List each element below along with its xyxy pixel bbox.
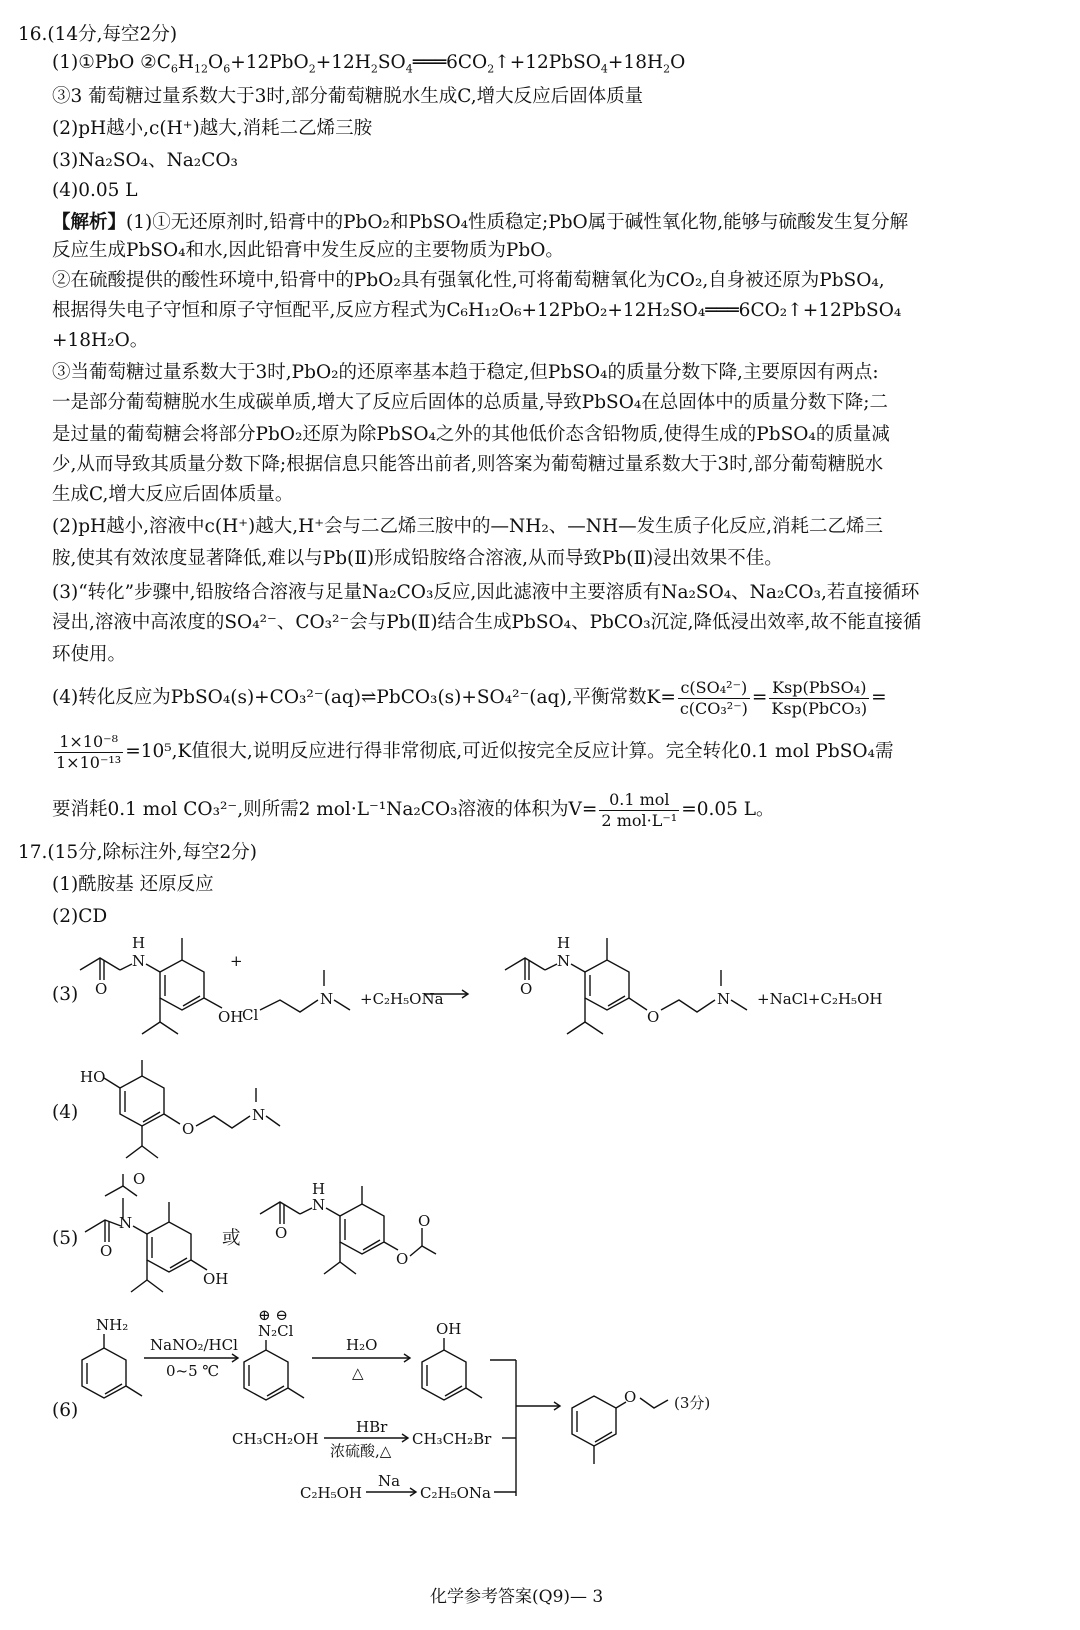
svg-text:H: H (557, 934, 571, 952)
q16-answer-4: (4)0.05 L (52, 180, 138, 201)
synthesis-product-structure (560, 1384, 730, 1474)
svg-text:NH₂: NH₂ (96, 1316, 129, 1334)
svg-text:浓硫酸,△: 浓硫酸,△ (330, 1442, 392, 1460)
svg-text:N: N (557, 952, 571, 970)
q17-answer-6-label: (6) (52, 1400, 79, 1421)
q17-header: 17.(15分,除标注外,每空2分) (18, 842, 257, 863)
q16-header: 16.(14分,每空2分) (18, 24, 178, 45)
svg-text:N: N (132, 952, 146, 970)
q16-analysis-3d: 少,从而导致其质量分数下降;根据信息只能答出前者,则答案为葡萄糖过量系数大于3时,部分葡萄糖脱水 (52, 454, 884, 475)
svg-text:O: O (418, 1212, 431, 1230)
svg-text:O: O (95, 980, 108, 998)
q17-answer-1: (1)酰胺基 还原反应 (52, 874, 214, 895)
page-footer: 化学参考答案(Q9)— 3 (430, 1587, 604, 1607)
svg-text:HO: HO (80, 1068, 106, 1086)
q16-analysis-3c: 是过量的葡萄糖会将部分PbO₂还原为除PbSO₄之外的其他低价态含铅物质,使得生成的PbSO₄的质量减 (52, 424, 890, 445)
q16-analysis-2c: +18H₂O。 (52, 330, 149, 351)
q16-analysis-5a: (3)“转化”步骤中,铅胺络合溶液与足量Na₂CO₃反应,因此滤液中主要溶质有Na₂SO₄、Na₂CO₃,若直接循环 (52, 582, 920, 603)
q16-analysis-6a: (4)转化反应为PbSO₄(s)+CO₃²⁻(aq)⇌PbCO₃(s)+SO₄²⁻(aq),平衡常数K= $\frac{\text{c(SO₄²⁻)}}{\text{c(CO₃²⁻)}}$ = $\frac{\text{Ksp(PbSO₄)}}{\text{Ksp(PbCO₃)}}$ = (52, 677, 887, 718)
reaction-arrow (420, 984, 480, 1004)
fraction-k: $\frac{\text{c(SO₄²⁻)}}{\text{c(CO₃²⁻)}}$ (679, 677, 748, 718)
q17-answer-5-or: 或 (222, 1228, 241, 1249)
svg-text:O: O (624, 1388, 637, 1406)
fraction-ksp: $\frac{\text{Ksp(PbSO₄)}}{\text{Ksp(PbCO₃)}}$ (771, 677, 868, 718)
q17-answer-5-label: (5) (52, 1228, 79, 1249)
svg-text:N: N (717, 990, 731, 1008)
q16-analysis-6b: $\frac{\text{1×10⁻⁸}}{\text{1×10⁻¹³}}$ =10⁵,K值很大,说明反应进行得非常彻底,可近似按完全反应计算。完全转化0.1 mol PbSO₄需 (56, 731, 894, 772)
svg-text:CH₃CH₂OH: CH₃CH₂OH (232, 1430, 319, 1448)
svg-text:C₂H₅ONa: C₂H₅ONa (420, 1484, 491, 1502)
svg-text:O: O (275, 1224, 288, 1242)
svg-text:+C₂H₅ONa: +C₂H₅ONa (360, 990, 444, 1008)
svg-text:O: O (396, 1250, 409, 1268)
q16-analysis-3e: 生成C,增大反应后固体质量。 (52, 484, 294, 505)
svg-text:O: O (182, 1120, 195, 1138)
svg-text:H: H (312, 1180, 326, 1198)
q16-analysis-3a: ③当葡萄糖过量系数大于3时,PbO₂的还原率基本趋于稳定,但PbSO₄的质量分数下降,主要原因有两点: (52, 362, 879, 383)
answer-5-ester-structure (250, 1180, 431, 1304)
q16-answer-1-3: ③3 葡萄糖过量系数大于3时,部分葡萄糖脱水生成C,增大反应后固体质量 (52, 86, 644, 107)
answer-5-diacetyl-structure (75, 1172, 235, 1302)
svg-text:Na: Na (378, 1472, 401, 1490)
svg-text:NaNO₂/HCl: NaNO₂/HCl (150, 1336, 238, 1354)
q16-analysis-2b: 根据得失电子守恒和原子守恒配平,反应方程式为C₆H₁₂O₆+12PbO₂+12H₂SO₄═══6CO₂↑+12PbSO₄ (52, 300, 902, 321)
svg-text:0~5 ℃: 0~5 ℃ (166, 1362, 220, 1380)
q16-answer-3: (3)Na₂SO₄、Na₂CO₃ (52, 150, 238, 171)
q17-answer-2: (2)CD (52, 906, 108, 927)
fraction-value: $\frac{\text{1×10⁻⁸}}{\text{1×10⁻¹³}}$ (56, 731, 122, 772)
q17-answer-3-label: (3) (52, 984, 79, 1005)
svg-text:⊕ ⊖: ⊕ ⊖ (258, 1306, 288, 1324)
svg-text:Cl: Cl (242, 1006, 259, 1024)
svg-text:N: N (312, 1196, 326, 1214)
q16-analysis-1b: 反应生成PbSO₄和水,因此铅膏中发生反应的主要物质为PbO。 (52, 240, 564, 261)
svg-text:H: H (132, 934, 146, 952)
fraction-volume: $\frac{\text{0.1 mol}}{\text{2 mol·L⁻¹}}$ (601, 789, 678, 830)
svg-text:N: N (252, 1106, 266, 1124)
q16-analysis-5b: 浸出,溶液中高浓度的SO₄²⁻、CO₃²⁻会与Pb(Ⅱ)结合生成PbSO₄、PbCO₃沉淀,降低浸出效率,故不能直接循 (52, 612, 922, 633)
svg-text:H₂O: H₂O (346, 1336, 378, 1354)
svg-text:HBr: HBr (356, 1418, 388, 1436)
svg-text:O: O (647, 1008, 660, 1026)
svg-text:OH: OH (218, 1008, 244, 1026)
reactant-phenol-structure (70, 930, 444, 1060)
q16-analysis-5c: 环使用。 (52, 644, 127, 665)
svg-text:CH₃CH₂Br: CH₃CH₂Br (412, 1430, 492, 1448)
q16-analysis-2a: ②在硫酸提供的酸性环境中,铅膏中的PbO₂具有强氧化性,可将葡萄糖氧化为CO₂,自身被还原为PbSO₄, (52, 270, 885, 291)
q16-analysis-6c: 要消耗0.1 mol CO₃²⁻,则所需2 mol·L⁻¹Na₂CO₃溶液的体积为V= $\frac{\text{0.1 mol}}{\text{2 mol·L⁻¹}}$ =0.05 L。 (52, 789, 775, 830)
q16-answer-1: (1)①PbO $②C_6H_{12}O_6+12PbO_2+12H_2SO_4═══6CO_2↑+12PbSO_4+18H_2O$ (52, 52, 686, 76)
q16-analysis-4a: (2)pH越小,溶液中c(H⁺)越大,H⁺会与二乙烯三胺中的—NH₂、—NH—发生质子化反应,消耗二乙烯三 (52, 516, 883, 537)
svg-text:N₂Cl: N₂Cl (258, 1322, 294, 1340)
svg-text:(3分): (3分) (674, 1394, 711, 1412)
svg-text:O: O (100, 1242, 113, 1260)
q17-answer-4-label: (4) (52, 1102, 79, 1123)
svg-text:N: N (320, 990, 334, 1008)
answer-4-structure (80, 1060, 320, 1180)
svg-text:O: O (133, 1170, 146, 1188)
svg-text:+NaCl+C₂H₅OH: +NaCl+C₂H₅OH (757, 990, 883, 1008)
product-ether-structure (495, 930, 995, 1060)
svg-text:C₂H₅OH: C₂H₅OH (300, 1484, 362, 1502)
q16-analysis-3b: 一是部分葡萄糖脱水生成碳单质,增大了反应后固体的总质量,导致PbSO₄在总固体中的质量分数下降;二 (52, 392, 889, 413)
q16-analysis-1a: 【解析】(1)①无还原剂时,铅膏中的PbO₂和PbSO₄性质稳定;PbO属于碱性氧化物,能够与硫酸发生复分解 (52, 212, 909, 233)
svg-text:OH: OH (203, 1270, 229, 1288)
svg-text:O: O (520, 980, 533, 998)
svg-text:+: + (230, 952, 243, 970)
svg-text:N: N (119, 1214, 133, 1232)
svg-text:OH: OH (436, 1320, 462, 1338)
q16-answer-2: (2)pH越小,c(H⁺)越大,消耗二乙烯三胺 (52, 118, 373, 139)
q16-analysis-4b: 胺,使其有效浓度显著降低,难以与Pb(Ⅱ)形成铅胺络合溶液,从而导致Pb(Ⅱ)浸出效果不佳。 (52, 548, 783, 569)
svg-text:△: △ (352, 1364, 364, 1382)
